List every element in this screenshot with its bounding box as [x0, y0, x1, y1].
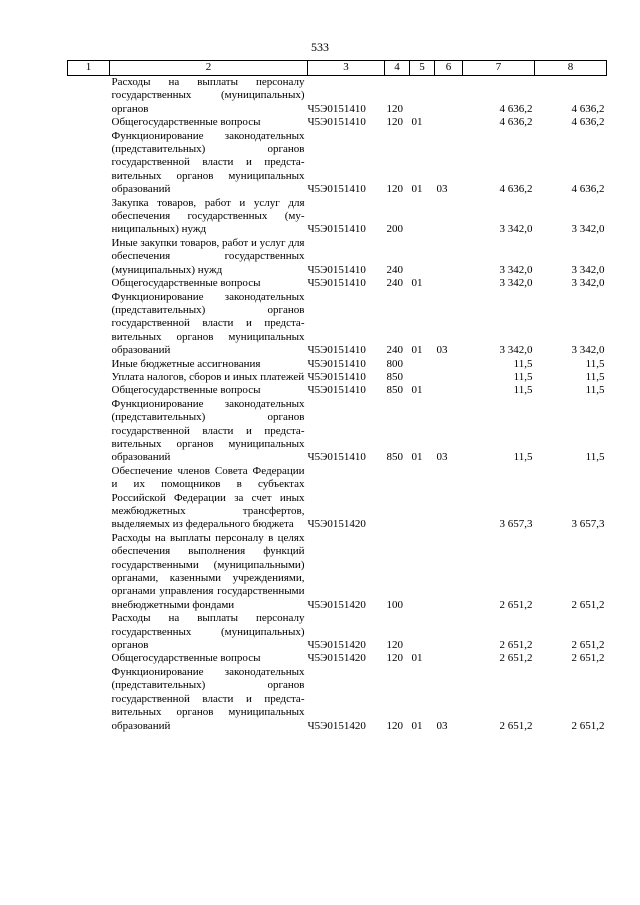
table-row: [68, 532, 607, 612]
row-amount-col7: 3 657,3: [499, 518, 533, 531]
row-subsection: [435, 384, 463, 397]
column-header-7: 7: [463, 61, 535, 76]
column-header-4: 4: [385, 61, 410, 76]
column-header-3: 3: [308, 61, 385, 76]
row-amount-col7: 3 342,0: [499, 344, 533, 357]
row-target-code: Ч5Э0151410: [307, 277, 366, 290]
row-expense-type: 240: [386, 277, 403, 290]
table-row: [68, 384, 607, 397]
row-section: [410, 532, 435, 612]
row-subsection: 03: [436, 344, 448, 357]
row-name: Функционирование законодательных (представительных) органов государственной власти и представительных органов муниципальных образований: [111, 129, 305, 196]
row-amount-col8: 3 342,0: [571, 263, 605, 276]
row-number-cell: [68, 384, 110, 397]
row-target-code: Ч5Э0151410: [307, 102, 366, 115]
row-name: Иные бюджетные ассигнования: [111, 357, 261, 370]
row-section: [410, 76, 435, 117]
row-target-code: Ч5Э0151410: [307, 223, 366, 236]
row-name: Функционирование законодательных (представительных) органов государственной власти и представительных органов муниципальных образований: [111, 397, 305, 464]
column-header-5: 5: [410, 61, 435, 76]
row-amount-col7: 2 651,2: [499, 652, 533, 665]
row-section: 01: [411, 344, 423, 357]
column-header-2: 2: [110, 61, 308, 76]
row-subsection: [435, 358, 463, 371]
row-subsection: [435, 371, 463, 384]
row-target-code: Ч5Э0151410: [307, 370, 366, 383]
row-number-cell: [68, 291, 110, 358]
row-number-cell: [68, 371, 110, 384]
table-row: [68, 666, 607, 733]
table-row: [68, 76, 607, 117]
row-amount-col7: 4 636,2: [499, 183, 533, 196]
row-amount-col7: 11,5: [513, 451, 533, 464]
row-number-cell: [68, 116, 110, 129]
row-amount-col7: 2 651,2: [499, 719, 533, 732]
row-expense-type: [385, 465, 410, 532]
row-number-cell: [68, 666, 110, 733]
row-section: 01: [411, 116, 423, 129]
row-subsection: [435, 197, 463, 237]
table-header: [68, 61, 607, 76]
row-section: 01: [411, 384, 423, 397]
row-name: Уплата налогов, сборов и иных платежей: [111, 370, 305, 383]
row-amount-col8: 3 342,0: [571, 277, 605, 290]
row-amount-col7: 11,5: [513, 357, 533, 370]
row-amount-col8: 3 657,3: [571, 518, 605, 531]
row-expense-type: 240: [386, 263, 403, 276]
row-amount-col8: 2 651,2: [571, 639, 605, 652]
row-subsection: [435, 465, 463, 532]
row-expense-type: 120: [386, 102, 403, 115]
row-amount-col8: 11,5: [585, 384, 605, 397]
row-name: Общегосударственные вопросы: [111, 116, 261, 129]
row-expense-type: 120: [386, 652, 403, 665]
row-section: [410, 465, 435, 532]
row-number-cell: [68, 465, 110, 532]
row-amount-col8: 2 651,2: [571, 652, 605, 665]
row-section: 01: [411, 451, 423, 464]
row-target-code: Ч5Э0151420: [307, 598, 366, 611]
row-section: [410, 371, 435, 384]
row-target-code: Ч5Э0151420: [307, 652, 366, 665]
row-subsection: [435, 612, 463, 652]
row-number-cell: [68, 237, 110, 277]
table-row: [68, 652, 607, 665]
row-subsection: [435, 76, 463, 117]
table-row: [68, 277, 607, 290]
row-subsection: [435, 116, 463, 129]
row-section: [410, 197, 435, 237]
row-name: Общегосударственные вопросы: [111, 652, 261, 665]
table-row: [68, 371, 607, 384]
row-expense-type: 850: [386, 451, 403, 464]
row-amount-col8: 3 342,0: [571, 344, 605, 357]
row-subsection: [435, 277, 463, 290]
table-row: [68, 130, 607, 197]
row-expense-type: 120: [386, 116, 403, 129]
row-target-code: Ч5Э0151410: [307, 384, 366, 397]
row-amount-col7: 2 651,2: [499, 639, 533, 652]
row-name: Расходы на выплаты персоналу государственных (муниципальных) органов: [111, 612, 305, 652]
row-subsection: 03: [436, 719, 448, 732]
table-row: [68, 465, 607, 532]
row-amount-col8: 4 636,2: [571, 102, 605, 115]
row-target-code: Ч5Э0151410: [307, 344, 366, 357]
row-expense-type: 200: [386, 223, 403, 236]
row-amount-col8: 2 651,2: [571, 598, 605, 611]
row-number-cell: [68, 130, 110, 197]
row-number-cell: [68, 532, 110, 612]
table-row: [68, 612, 607, 652]
row-expense-type: 240: [386, 344, 403, 357]
row-amount-col7: 3 342,0: [499, 223, 533, 236]
row-subsection: 03: [436, 451, 448, 464]
row-number-cell: [68, 277, 110, 290]
row-expense-type: 800: [386, 357, 403, 370]
row-name: Расходы на выплаты персоналу государственных (муниципальных) органов: [111, 76, 305, 115]
row-target-code: Ч5Э0151410: [307, 263, 366, 276]
row-section: [410, 237, 435, 277]
row-amount-col7: 4 636,2: [499, 102, 533, 115]
row-amount-col7: 3 342,0: [499, 277, 533, 290]
row-amount-col7: 11,5: [513, 384, 533, 397]
row-amount-col8: 11,5: [585, 370, 605, 383]
row-name: Закупка товаров, работ и услуг для обеспечения государственных (муниципальных) нужд: [111, 196, 305, 236]
row-name: Обеспечение членов Совета Федерации и их помощников в субъектах Российской Федерации за счет иных межбюджетных трансфертов, выделяемых из федерального бюджета: [111, 464, 305, 531]
row-section: 01: [411, 183, 423, 196]
row-expense-type: 100: [386, 598, 403, 611]
row-amount-col8: 11,5: [585, 357, 605, 370]
row-amount-col8: 4 636,2: [571, 183, 605, 196]
row-target-code: Ч5Э0151410: [307, 116, 366, 129]
column-header-8: 8: [535, 61, 607, 76]
row-subsection: [435, 652, 463, 665]
row-name: Общегосударственные вопросы: [111, 277, 261, 290]
row-name: Расходы на выплаты персоналу в целях обеспечения выполнения функций государственными (муниципальными) органами, казенными учреждениями, органами управления государственными внебюджетными фондами: [111, 531, 305, 611]
column-header-1: 1: [68, 61, 110, 76]
row-number-cell: [68, 398, 110, 465]
table-row: [68, 197, 607, 237]
table-row: [68, 398, 607, 465]
table-row: [68, 116, 607, 129]
row-subsection: 03: [436, 183, 448, 196]
row-number-cell: [68, 652, 110, 665]
row-subsection: [435, 532, 463, 612]
row-section: 01: [411, 719, 423, 732]
row-target-code: Ч5Э0151410: [307, 183, 366, 196]
row-name: Иные закупки товаров, работ и услуг для обеспечения государственных (муниципальных) нужд: [111, 236, 305, 276]
row-target-code: Ч5Э0151410: [307, 451, 366, 464]
row-expense-type: 120: [386, 639, 403, 652]
row-amount-col7: 2 651,2: [499, 598, 533, 611]
row-expense-type: 850: [386, 384, 403, 397]
page-number: 533: [311, 40, 329, 54]
row-amount-col8: 11,5: [585, 451, 605, 464]
row-amount-col8: 3 342,0: [571, 223, 605, 236]
row-section: [410, 358, 435, 371]
row-amount-col8: 2 651,2: [571, 719, 605, 732]
row-target-code: Ч5Э0151410: [307, 357, 366, 370]
row-number-cell: [68, 358, 110, 371]
row-target-code: Ч5Э0151420: [307, 518, 366, 531]
row-amount-col7: 4 636,2: [499, 116, 533, 129]
header-row: [68, 61, 607, 76]
row-expense-type: 120: [386, 183, 403, 196]
table-body: [68, 76, 607, 733]
row-target-code: Ч5Э0151420: [307, 719, 366, 732]
table-row: [68, 291, 607, 358]
row-name: Функционирование законодательных (представительных) органов государственной власти и представительных органов муниципальных образований: [111, 290, 305, 357]
row-target-code: Ч5Э0151420: [307, 639, 366, 652]
row-number-cell: [68, 612, 110, 652]
table-row: [68, 358, 607, 371]
row-section: 01: [411, 652, 423, 665]
table-row: [68, 237, 607, 277]
row-amount-col7: 11,5: [513, 370, 533, 383]
budget-table: [67, 60, 607, 733]
row-subsection: [435, 237, 463, 277]
row-name: Общегосударственные вопросы: [111, 384, 261, 397]
row-number-cell: [68, 76, 110, 117]
row-section: 01: [411, 277, 423, 290]
row-amount-col8: 4 636,2: [571, 116, 605, 129]
row-expense-type: 850: [386, 370, 403, 383]
row-name: Функционирование законодательных (представительных) органов государственной власти и представительных органов муниципальных образований: [111, 665, 305, 732]
row-number-cell: [68, 197, 110, 237]
column-header-6: 6: [435, 61, 463, 76]
row-section: [410, 612, 435, 652]
row-expense-type: 120: [386, 719, 403, 732]
row-amount-col7: 3 342,0: [499, 263, 533, 276]
